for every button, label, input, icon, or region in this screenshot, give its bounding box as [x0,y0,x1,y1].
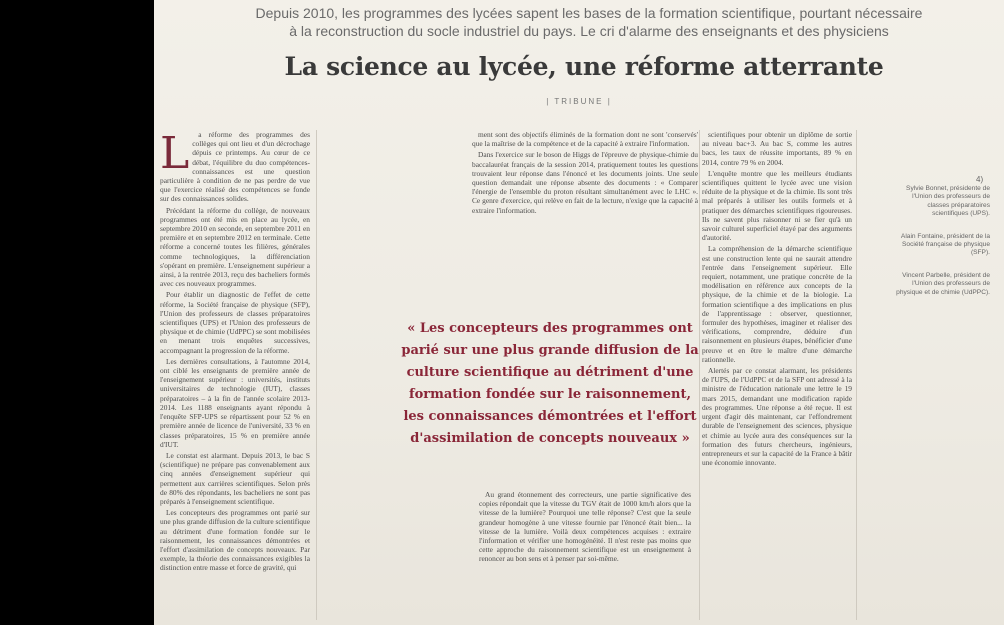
paragraph: a réforme des programmes des collèges qui ont lieu et d'un décrochage dépuis ce printemps. Au cœur de ce débat, l'équilibre du duo compétences-connaissances est une question particulière à condition de ne pas perdre de vue que l'exercice réalisé des compétences se fonde sur des connaissances solides. [160,130,310,204]
paragraph: ment sont des objectifs éliminés de la formation dont ne sont 'conservés' que la maîtrise de la compétence et de la capacité à extraire l'information. [472,130,698,149]
text-column-2-lower [479,490,691,625]
column-divider [856,130,857,620]
paragraph: L'enquête montre que les meilleurs étudiants scientifiques quittent le lycée avec une vision réduite de la physique et de la chimie. Ils sont très mal préparés à utiliser les outils formels et à pratiquer des démarches scientifiques rigoureuses. Ils ne savent plus raisonner ni se fier qu'à un savoir culturel superficiel étayé par des arguments d'autorité. [702,168,852,243]
paragraph: Alertés par ce constat alarmant, les présidents de l'UPS, de l'UdPPC et de la SFP ont adressé à la ministre de l'éducation nationale une lettre le 19 mars 2015, demandant une modification rapide des programmes. Une réponse a été reçue. Il est urgent d'agir dès maintenant, car l'effondrement durable de l'enseignement des sciences, physique et chimie au lycée aura des conséquences sur la formation des futurs chercheurs, ingénieurs, entrepreneurs et sur la capacité de la France à bâtir une économie innovante. [702,366,852,468]
corner-mark: 4) [976,175,984,184]
article-headline: La science au lycée, une réforme atterrante [284,52,884,81]
article-chapeau [194,4,984,40]
chapeau-line-1: Depuis 2010, les programmes des lycées sapent les bases de la formation scientifique, pourtant nécessaire [255,5,923,21]
section-rubric: | TRIBUNE | [546,97,612,106]
drop-cap: L [160,130,190,179]
signatory: Sylvie Bonnet, présidente de l'Union des professeurs de classes préparatoires scientifiques (UPS). [906,185,990,218]
column-divider [316,130,317,620]
paragraph: Les concepteurs des programmes ont parié sur une plus grande diffusion de la culture scientifique au détriment d'une formation fondée sur le raisonnement, les connaissances démontrées et l'effort d'assimilation de concepts nouveaux. Par exemple, la théorie des connaissances exigibles la distinction entre masse et force de gravité, qui [160,508,310,573]
text-column-2 [472,130,698,305]
signatory: Vincent Parbelle, président de l'Union des professeurs de physique et de chimie (UdPPC). [896,271,990,296]
paragraph: scientifiques pour obtenir un diplôme de sortie au niveau bac+3. Au bac S, comme les autres bacs, les taux de réussite importants, 89 % en 2014, contre 79 % en 2004. [702,130,852,167]
paragraph: Le constat est alarmant. Depuis 2013, le bac S (scientifique) ne prépare pas convenablement aux cinq années d'enseignement supérieur qui permettent aux carrières scientifiques. Selon près de 80% des répondants, les bacheliers ne sont pas préparés à l'enseignement scientifique. [160,450,310,506]
text-column-1 [160,130,310,625]
pull-quote: « Les concepteurs des programmes ont parié sur une plus grande diffusion de la culture scientifique au détriment d'une formation fondée sur le raisonnement, les connaissances démontrées et l'effort d'assimilation de concepts nouveaux » [401,321,699,446]
paragraph: Précédant la réforme du collège, de nouveaux programmes ont été mis en place au lycée, en septembre 2010 en seconde, en septembre 2011 en première et en septembre 2012 en terminale. Cette réforme a concerné toutes les filières, générales comme technologiques, la différenciation s'opérant en première. L'enseignement supérieur a ainsi, à la rentrée 2013, reçu des bacheliers formés avec ces nouveaux programmes. [160,205,310,289]
paragraph: Pour établir un diagnostic de l'effet de cette réforme, la Société française de physique (SFP), l'Union des professeurs de classes préparatoires scientifiques (UPS) et l'Union des professeurs de physique et de chimie (UdPPC) se sont mobilisées en menant trois enquêtes successives, accompagnant la progression de la réforme. [160,290,310,355]
signatories-column [894,185,990,311]
paragraph: La compréhension de la démarche scientifique est une construction lente qui ne saurait attendre l'entrée dans l'enseignement supérieur. Elle requiert, notamment, une pratique concrète de la modélisation en référence aux concepts de la physique, de la chimie et de la biologie. La formation scientifique a des implications en plus de l'apprentissage : observer, questionner, formuler des hypothèses, imaginer et réaliser des vérifications, comprendre, déduire d'un raisonnement en plusieurs étapes, bénéficier d'une preuve et en être le maître d'une démarche rationnelle. [702,244,852,364]
paragraph: Au grand étonnement des correcteurs, une partie significative des copies répondait que la vitesse du TGV était de 1000 km/h alors que la vitesse de la lumière? Pourquoi une telle réponse? C'est que la seule grandeur homogène à une vitesse fournie par l'énoncé était bien... la vitesse de la lumière. Voilà deux compétences acquises : extraire l'information et vérifier une homogénéité. Il n'est reste pas moins que cette approche du raisonnement scientifique est un enseignement à renoncer au bon sens et à penser par soi-même. [479,490,691,564]
chapeau-line-2: à la reconstruction du socle industriel du pays. Le cri d'alarme des enseignants et des physiciens [289,23,889,39]
left-black-margin [0,0,154,625]
paragraph: Les dernières consultations, à l'automne 2014, ont ciblé les enseignants de première année de l'enseignement supérieur : universités, instituts universitaires de technologie (IUT), classes préparatoires – à la fin de l'année scolaire 2013-2014. Les 1188 enseignants ayant répondu à l'enquête SFP-UPS se répartissent pour 52 % en première année de licence de l'université, 33 % en classes préparatoires, 15 % en première année d'IUT. [160,356,310,449]
paragraph: Dans l'exercice sur le boson de Higgs de l'épreuve de physique-chimie du baccalauréat français de la session 2014, pratiquement toutes les questions trouvaient leur réponse dans l'énoncé et les documents joints. Une seule question demandait une réponse absente des documents : « Comparer l'énergie de l'ensemble du proton résultant simultanément avec le LHC ». Ce genre d'exercice, qui relève en fait de la lecture, n'exige que la capacité à extraire l'information. [472,150,698,215]
signatory: Alain Fontaine, président de la Société française de physique (SFP). [900,232,990,257]
text-column-3 [702,130,852,625]
newspaper-clipping [154,0,1004,625]
